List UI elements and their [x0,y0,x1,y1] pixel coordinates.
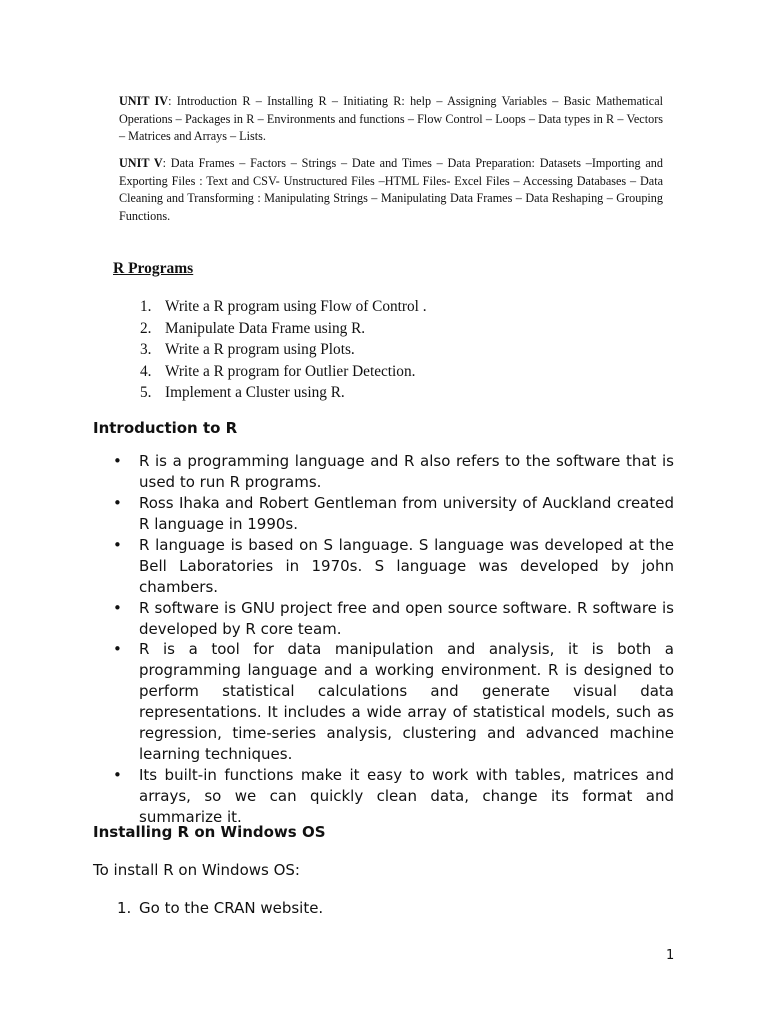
bullet-icon: • [113,599,122,617]
bullet-item [113,598,674,640]
unit-iv-syllabus [119,93,663,146]
r-programs-list [140,296,427,404]
unit-iv-label: UNIT IV [119,94,169,108]
bullet-text: R software is GNU project free and open source software. R software is developed by R core team. [139,599,674,638]
install-intro-text: To install R on Windows OS: [93,861,300,879]
installing-heading: Installing R on Windows OS [93,823,326,841]
list-text: Write a R program for Outlier Detection. [165,362,416,380]
r-programs-title: R Programs [113,260,194,277]
introduction-heading: Introduction to R [93,419,238,437]
list-item [117,899,323,917]
bullet-icon: • [113,640,122,658]
bullet-icon: • [113,766,122,784]
bullet-icon: • [113,536,122,554]
list-text: Write a R program using Flow of Control . [165,298,427,315]
bullet-icon: • [113,494,122,512]
list-item [140,339,427,361]
bullet-item [113,493,674,535]
page-number: 1 [666,948,675,963]
list-item [140,296,427,318]
list-number: 5. [140,384,152,401]
bullet-icon: • [113,452,122,470]
bullet-item [113,535,674,598]
list-number: 3. [140,341,152,358]
bullet-item [113,639,674,765]
bullet-text: R is a programming language and R also refers to the software that is used to run R programs. [139,452,674,491]
list-number: 1. [140,298,152,315]
list-number: 2. [140,319,152,337]
list-text: Manipulate Data Frame using R. [165,319,366,337]
list-item [140,318,427,340]
unit-v-text: : Data Frames – Factors – Strings – Date and Times – Data Preparation: Datasets –Importing and Exporting Files : Text and CSV- Unstructured Files –HTML Files- Excel Files – Accessing Databases – Data Cleaning and Transforming : Manipulating Strings – Manipulating Data Frames – Data Reshaping – Grouping Functions. [119,156,663,223]
unit-v-label: UNIT V [119,156,163,170]
list-text: Implement a Cluster using R. [165,384,345,401]
list-item [140,382,427,404]
list-number: 4. [140,362,152,380]
bullet-text: R language is based on S language. S language was developed at the Bell Laboratories in 1970s. S language was developed by john chambers. [139,536,674,596]
unit-iv-text: : Introduction R – Installing R – Initiating R: help – Assigning Variables – Basic Mathematical Operations – Packages in R – Environments and functions – Flow Control – Loops – Data types in R – Vectors – Matrices and Arrays – Lists. [119,94,663,144]
bullet-text: Its built-in functions make it easy to work with tables, matrices and arrays, so we can quickly clean data, change its format and summarize it. [139,766,674,826]
install-steps-list [117,899,323,917]
bullet-text: Ross Ihaka and Robert Gentleman from university of Auckland created R language in 1990s. [139,494,674,533]
bullet-item [113,451,674,493]
list-text: Go to the CRAN website. [139,899,324,917]
list-text: Write a R program using Plots. [165,341,355,358]
bullet-text: R is a tool for data manipulation and analysis, it is both a programming language and a working environment. R is designed to perform statistical calculations and generate visual data representations. It includes a wide array of statistical models, such as regression, time-series analysis, clustering and advanced machine learning techniques. [139,640,674,763]
unit-v-syllabus [119,155,663,225]
list-item [140,361,427,383]
list-number: 1. [117,899,132,917]
bullet-item [113,765,674,828]
intro-bullet-list-continued [113,639,674,828]
intro-bullet-list [113,451,674,640]
